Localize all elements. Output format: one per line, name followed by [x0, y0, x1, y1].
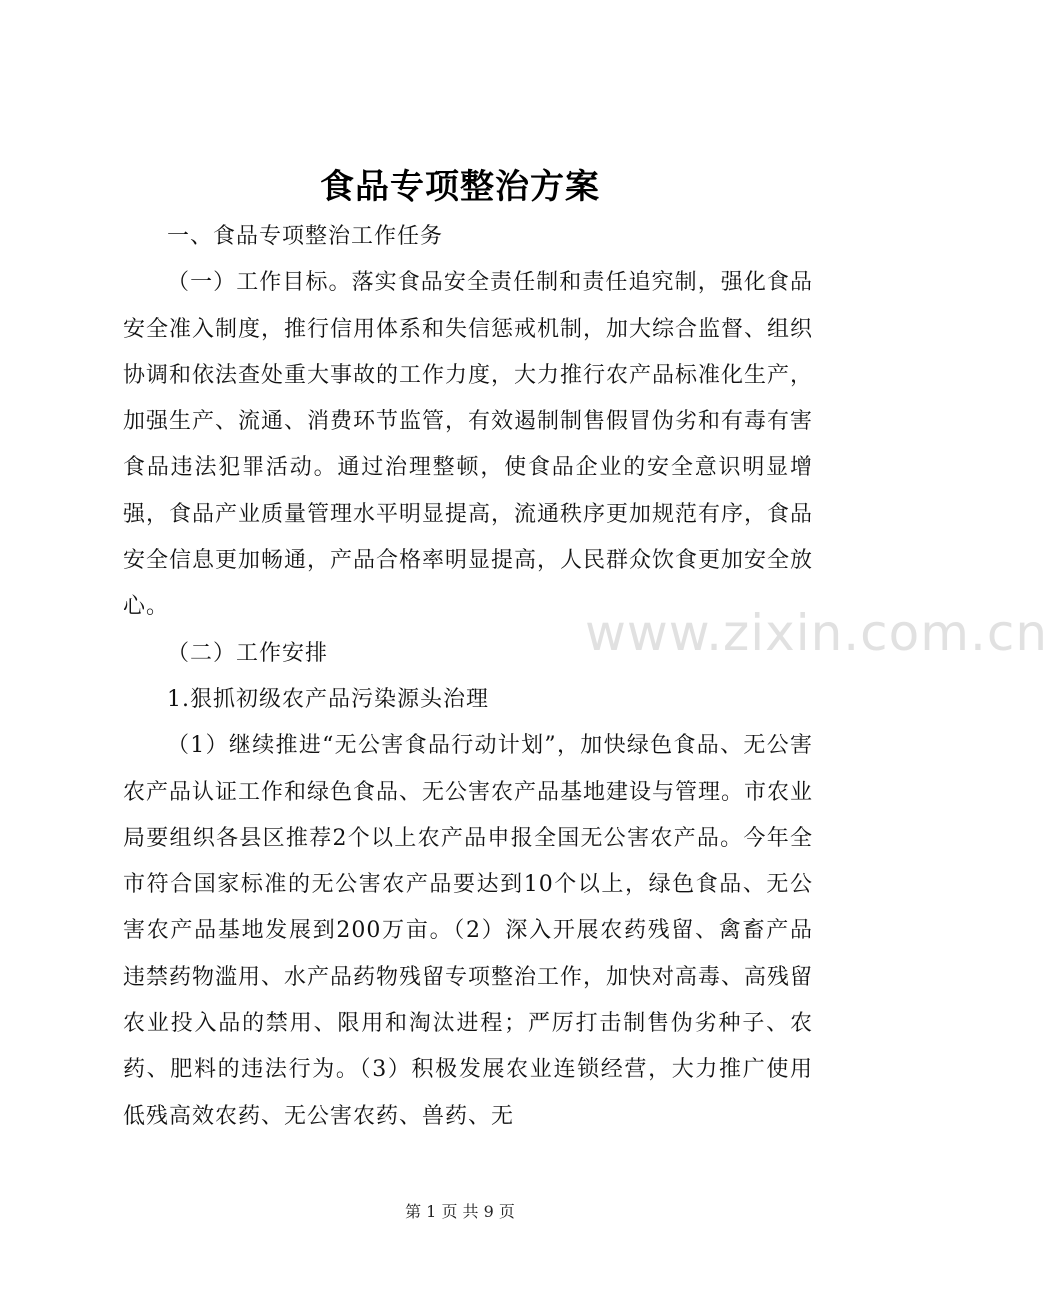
subsection-heading: （二）工作安排 — [167, 640, 329, 666]
item-heading: 1.狠抓初级农产品污染源头治理 — [167, 686, 489, 712]
section-heading: 一、食品专项整治工作任务 — [167, 224, 444, 249]
page-indicator: 第 1 页 共 9 页 — [405, 1202, 515, 1221]
document-title: 食品专项整治方案 — [320, 167, 600, 207]
body-paragraph: （1）继续推进“无公害食品行动计划”，加快绿色食品、无公害农产品认证工作和绿色食品、无公害农产品基地建设与管理。市农业局要组织各县区推荐2个以上农产品申报全国无公害农产品。今年全市符合国家标准的无公害农产品要达到10个以上，绿色食品、无公害农产品基地发展到200万亩。（2）深入开展农药残留、禽畜产品违禁药物滥用、水产品药物残留专项整治工作，加快对高毒、高残留农业投入品的禁用、限用和淘汰进程；严厉打击制售伪劣种子、农药、肥料的违法行为。（3）积极发展农业连锁经营，大力推广使用低残高效农药、无公害农药、兽药、无 — [123, 733, 814, 1129]
document-body — [123, 214, 813, 1140]
watermark-text: www.zixin.com.cn — [585, 604, 1048, 662]
body-paragraph: （一）工作目标。落实食品安全责任制和责任追究制，强化食品安全准入制度，推行信用体系和失信惩戒机制，加大综合监督、组织协调和依法查处重大事故的工作力度，大力推行农产品标准化生产，加强生产、流通、消费环节监管，有效遏制制售假冒伪劣和有毒有害食品违法犯罪活动。通过治理整顿，使食品企业的安全意识明显增强，食品产业质量管理水平明显提高，流通秩序更加规范有序，食品安全信息更加畅通，产品合格率明显提高，人民群众饮食更加安全放心。 — [123, 270, 814, 620]
